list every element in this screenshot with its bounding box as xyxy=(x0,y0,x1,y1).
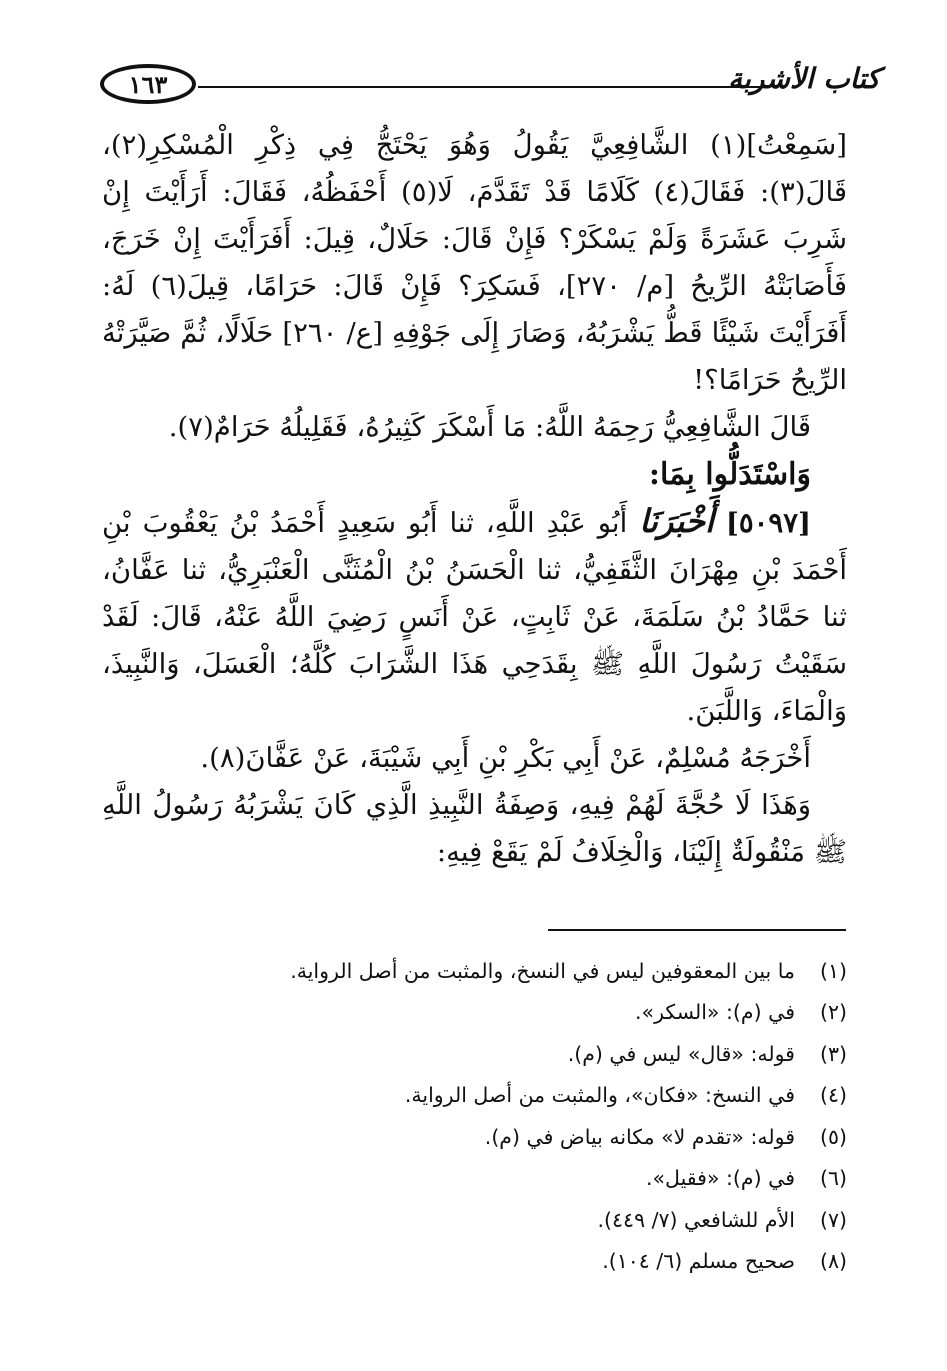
footnote-text: الأم للشافعي (٧/ ٤٤٩). xyxy=(597,1207,795,1232)
paragraph-conclusion: وَهَذَا لَا حُجَّةَ لَهُمْ فِيهِ، وَصِفَةُ النَّبِيذِ الَّذِي كَانَ يَشْرَبُهُ رَسُولُ اللَّهِ ﷺ مَنْقُولَةٌ إِلَيْنَا، وَالْخِلَافُ لَمْ يَقَعْ فِيهِ: xyxy=(102,789,847,868)
page-header xyxy=(100,58,880,118)
section-heading: وَاسْتَدَلُّوا بِمَا: xyxy=(648,457,811,492)
footnote-3 xyxy=(167,1033,847,1075)
footnote-text: في (م): «السكر». xyxy=(635,1000,795,1025)
book-title: كتاب الأشربة xyxy=(728,62,880,95)
footnote-4 xyxy=(167,1075,847,1117)
footnote-text: ما بين المعقوفين ليس في النسخ، والمثبت من أصل الرواية. xyxy=(290,958,795,983)
footnote-text: في (م): «فقيل». xyxy=(646,1166,795,1191)
footnotes xyxy=(167,950,847,1282)
footnote-1 xyxy=(167,950,847,992)
footnote-7 xyxy=(167,1199,847,1241)
footnote-number: (٧) xyxy=(819,1207,847,1232)
paragraph-takhrij: أَخْرَجَهُ مُسْلِمٌ، عَنْ أَبِي بَكْرِ بْنِ أَبِي شَيْبَةَ، عَنْ عَفَّانَ(٨). xyxy=(200,742,811,774)
footnote-number: (٨) xyxy=(819,1249,847,1274)
footnote-number: (١) xyxy=(819,958,847,983)
page-number: ١٦٣ xyxy=(100,64,196,104)
hadith-paragraph xyxy=(102,498,847,735)
hadith-akhbarana: أَخْبَرَنَا xyxy=(639,502,714,540)
paragraph-shafii-ruling: قَالَ الشَّافِعِيُّ رَحِمَهُ اللَّهُ: مَا أَسْكَرَ كَثِيرُهُ، فَقَلِيلُهُ حَرَامٌ(٧). xyxy=(168,411,811,443)
footnote-separator xyxy=(548,929,846,931)
footnote-text: في النسخ: «فكان»، والمثبت من أصل الرواية. xyxy=(404,1083,795,1108)
footnote-text: قوله: «قال» ليس في (م). xyxy=(567,1041,795,1066)
footnote-text: صحيح مسلم (٦/ ١٠٤). xyxy=(602,1249,795,1274)
paragraph-shafii-argument: [سَمِعْتُ](١) الشَّافِعِيَّ يَقُولُ وَهُوَ يَحْتَجُّ فِي ذِكْرِ الْمُسْكِرِ(٢)، قَالَ(٣): فَقَالَ(٤) كَلَامًا قَدْ تَقَدَّمَ، لَا(٥) أَحْفَظُهُ، فَقَالَ: أَرَأَيْتَ إِنْ شَرِبَ عَشَرَةً وَلَمْ يَسْكَرْ؟ فَإِنْ قَالَ: حَلَالٌ، قِيلَ: أَفَرَأَيْتَ إِنْ خَرَجَ، فَأَصَابَتْهُ الرِّيحُ [م/ ٢٧٠]، فَسَكِرَ؟ فَإِنْ قَالَ: حَرَامًا، قِيلَ(٦) لَهُ: أَفَرَأَيْتَ شَيْئًا قَطُّ يَشْرَبُهُ، وَصَارَ إِلَى جَوْفِهِ [ع/ ٢٦٠] حَلَالًا، ثُمَّ صَيَّرَتْهُ الرِّيحُ حَرَامًا؟! xyxy=(102,129,848,396)
header-rule xyxy=(198,86,762,88)
footnote-text: قوله: «تقدم لا» مكانه بياض في (م). xyxy=(484,1124,795,1149)
hadith-text: أَبُو عَبْدِ اللَّهِ، ثنا أَبُو سَعِيدٍ أَحْمَدُ بْنُ يَعْقُوبَ بْنِ أَحْمَدَ بْنِ مِهْرَانَ الثَّقَفِيُّ، ثنا الْحَسَنُ بْنُ الْمُثَنَّى الْعَنْبَرِيُّ، ثنا عَفَّانُ، ثنا حَمَّادُ بْنُ سَلَمَةَ، عَنْ ثَابِتٍ، عَنْ أَنَسٍ رَضِيَ اللَّهُ عَنْهُ، قَالَ: لَقَدْ سَقَيْتُ رَسُولَ اللَّهِ ﷺ بِقَدَحِي هَذَا الشَّرَابَ كُلَّهُ؛ الْعَسَلَ، وَالنَّبِيذَ، وَالْمَاءَ، وَاللَّبَنَ. xyxy=(102,507,847,727)
footnote-6 xyxy=(167,1158,847,1200)
footnote-number: (٦) xyxy=(819,1166,847,1191)
footnote-number: (٥) xyxy=(819,1124,847,1149)
footnote-number: (٤) xyxy=(819,1083,847,1108)
footnote-2 xyxy=(167,992,847,1034)
main-text xyxy=(102,122,847,876)
hadith-number: [٥٠٩٧] xyxy=(725,507,811,539)
footnote-number: (٣) xyxy=(819,1041,847,1066)
footnote-5 xyxy=(167,1116,847,1158)
footnote-8 xyxy=(167,1241,847,1283)
footnote-number: (٢) xyxy=(819,1000,847,1025)
